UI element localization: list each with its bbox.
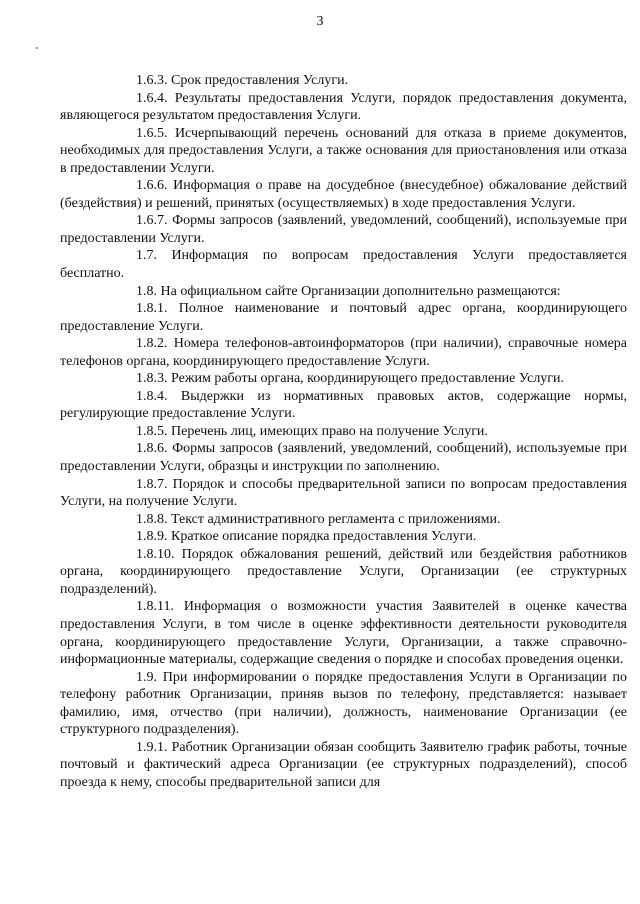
paragraph-1-8-3: 1.8.3. Режим работы органа, координирующего предоставление Услуги. [136, 371, 565, 387]
paragraph-1-8-1: 1.8.1. Полное наименование и почтовый адрес органа, координирующего предоставление Услуги. [60, 301, 627, 334]
paragraph-1-8-4: 1.8.4. Выдержки из нормативных правовых актов, содержащие нормы, регулирующие предоставление Услуги. [60, 388, 627, 422]
paragraph-1-8: 1.8. На официальном сайте Организации дополнительно размещаются: [136, 283, 561, 299]
paragraph-1-8-11: 1.8.11. Информация о возможности участия Заявителей в оценке качества предоставления Услуги, в том числе в оценке эффективности деятельности руководителя органа, координирующего предоставление Услуги, Организации, а также справочно-информационные материалы, содержащие сведения о порядке и способах проведения оценки. [60, 599, 627, 668]
paragraph-1-7: 1.7. Информация по вопросам предоставления Услуги предоставляется бесплатно. [60, 248, 627, 282]
paragraph-1-8-6: 1.8.6. Формы запросов (заявлений, уведомлений, сообщений), используемые при предоставлении Услуги, образцы и инструкции по заполнению. [60, 441, 627, 475]
paragraph-1-6-7: 1.6.7. Формы запросов (заявлений, уведомлений, сообщений), используемые при предоставлении Услуги. [60, 213, 627, 246]
paragraph-1-8-5: 1.8.5. Перечень лиц, имеющих право на получение Услуги. [136, 423, 488, 439]
paragraph-1-8-8: 1.8.8. Текст административного регламента с приложениями. [136, 511, 501, 527]
paragraph-1-8-10: 1.8.10. Порядок обжалования решений, действий или бездействия работников органа, координирующего предоставление Услуги, Организации (ее структурных подразделений). [60, 546, 627, 597]
paragraph-1-6-6: 1.6.6. Информация о праве на досудебное (внесудебное) обжалование действий (бездействия) и решений, принятых (осуществляемых) в ходе предоставления Услуги. [60, 178, 627, 211]
paragraph-1-8-7: 1.8.7. Порядок и способы предварительной записи по вопросам предоставления Услуги, на получение Услуги. [60, 476, 627, 510]
paragraph-1-9: 1.9. При информировании о порядке предоставления Услуги в Организации по телефону работник Организации, приняв вызов по телефону, представляется: называет фамилию, имя, отчество (при наличии), должность, наименование Организации (ее структурного подразделения). [60, 669, 627, 738]
paragraph-1-6-3: 1.6.3. Срок предоставления Услуги. [136, 73, 349, 88]
paragraph-1-8-9: 1.8.9. Краткое описание порядка предоставления Услуги. [136, 529, 477, 545]
paragraph-1-9-1: 1.9.1. Работник Организации обязан сообщить Заявителю график работы, точные почтовый и фактический адреса Организации (ее структурных подразделений), способ проезда к нему, способы предварительной записи для [60, 739, 627, 790]
paragraph-1-6-5: 1.6.5. Исчерпывающий перечень оснований для отказа в приеме документов, необходимых для предоставления Услуги, а также основания для приостановления или отказа в предоставлении Услуги. [60, 125, 627, 176]
document-body [60, 72, 627, 791]
paragraph-1-6-4: 1.6.4. Результаты предоставления Услуги, порядок предоставления документа, являющегося результатом предоставления Услуги. [60, 90, 627, 124]
page-number: 3 [316, 14, 324, 29]
paragraph-1-8-2: 1.8.2. Номера телефонов-автоинформаторов (при наличии), справочные номера телефонов органа, координирующего предоставление Услуги. [60, 336, 627, 369]
scan-speck [36, 47, 38, 49]
